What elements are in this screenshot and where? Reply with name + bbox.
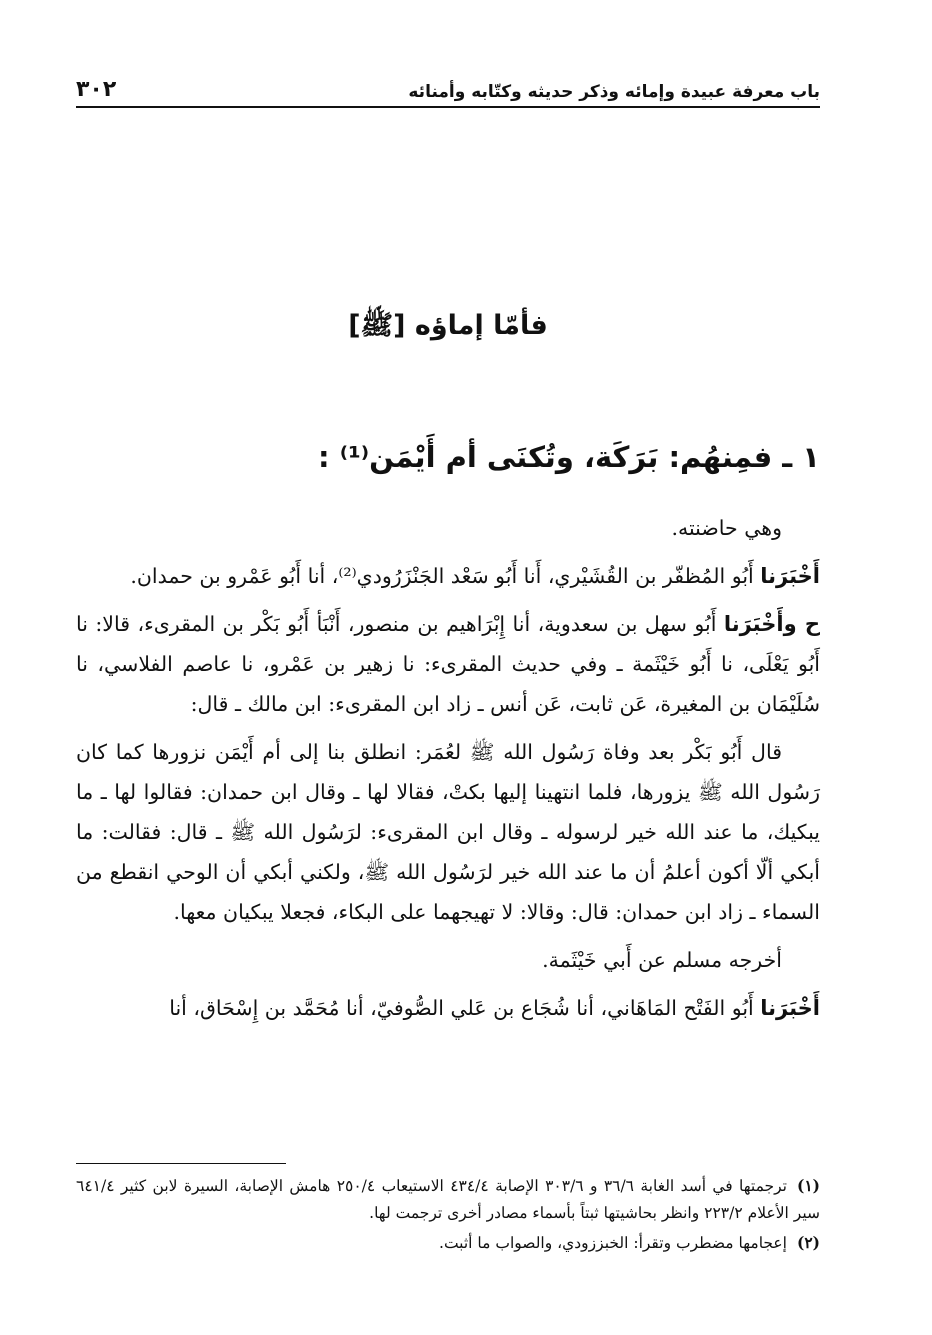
footnote-text: ترجمتها في أسد الغابة ٣٦/٦ و ٣٠٣/٦ الإصابة ٤٣٤/٤ الاستيعاب ٢٥٠/٤ هامش الإصابة، السيرة لابن كثير ٦٤١/٤ سير الأعلام ٢٢٣/٢ وانظر بحاشيتها ثبتاً بأسماء مصادر أخرى ترجمت لها. — [76, 1177, 820, 1222]
paragraph-2-text: أَبُو المُظفّر بن القُشَيْري، أَنا أَبُو سَعْد الجَنْزَرُودي⁽²⁾، أنا أَبُو عَمْرو بن حمدان. — [130, 564, 761, 588]
paragraph-1: وهي حاضنته. — [671, 516, 782, 540]
footnote-mark: (٢) — [796, 1233, 820, 1252]
paragraph-6-text: أَبُو الفَتْح المَاهَاني، أنا شُجَاع بن عَلي الصُّوفيّ، أنا مُحَمَّد بن إِسْحَاق، أنا — [169, 996, 761, 1020]
page-number: ٣٠٢ — [76, 77, 117, 102]
akhbarana-lead: أَخْبَرَنا — [760, 564, 820, 588]
footnote-text: إعجامها مضطرب وتقرأ: الخبززودي، والصواب ما أثبت. — [439, 1234, 787, 1252]
book-page — [76, 0, 820, 1335]
paragraph-2 — [76, 556, 820, 596]
footnote-1 — [76, 1172, 820, 1227]
akhbarana-lead: أَخْبَرَنا — [760, 996, 820, 1020]
paragraph-4: قال أَبُو بَكْر بعد وفاة رَسُول الله ﷺ لعُمَر: انطلق بنا إلى أم أَيْمَن نزورها كما كان رَسُول الله ﷺ يزورها، فلما انتهينا إليها بكتْ، فقالا لها ـ وقال ابن حمدان: فقالوا لها ـ ما يبكيك، ما عند الله خير لرسوله ـ وقال ابن المقرىء: لرَسُول الله ﷺ ـ قال: فقالت: ما أبكي ألّا أكون أعلمُ أن ما عند الله خير لرَسُول الله ﷺ، ولكني أبكي أن الوحي انقطع من السماء ـ زاد ابن حمدان: قال: وقالا: لا تهيجهما على البكاء، فجعلا يبكيان معها. — [76, 740, 820, 924]
entry-heading: ١ ـ فمِنهُم: بَرَكَة، وتُكنَى أم أَيْمَن⁽¹⁾ : — [318, 440, 820, 474]
footnotes — [76, 1172, 820, 1259]
page-header — [76, 62, 820, 108]
footnote-2 — [76, 1229, 820, 1257]
running-title: باب معرفة عبيدة وإمائه وذكر حديثه وكتّابه وأمنائه — [408, 82, 820, 102]
paragraph-3-text: أَبُو سهل بن سعدوية، أنا إِبْرَاهيم بن منصور، أَنْبَأ أَبُو بَكْر بن المقرىء، قالا: نا أَبُو يَعْلَى، نا أَبُو خَيْثَمة ـ وفي حديث المقرىء: نا زهير بن عَمْرو، نا عاصم الفلاسي، نا سُلَيْمَان بن المغيرة، عَن ثابت، عَن أنس ـ زاد ابن المقرىء: ابن مالك ـ قال: — [76, 612, 820, 716]
footnote-mark: (١) — [796, 1176, 820, 1195]
akhbarana-lead: ح وأَخْبَرَنا — [723, 612, 820, 636]
main-text — [76, 508, 820, 1036]
paragraph-6 — [76, 988, 820, 1028]
section-heading: فأمّا إماؤه [ﷺ] — [348, 310, 548, 341]
paragraph-5: أخرجه مسلم عن أَبي خَيْثَمة. — [542, 948, 782, 972]
footnote-separator — [76, 1163, 286, 1164]
paragraph-3 — [76, 604, 820, 724]
